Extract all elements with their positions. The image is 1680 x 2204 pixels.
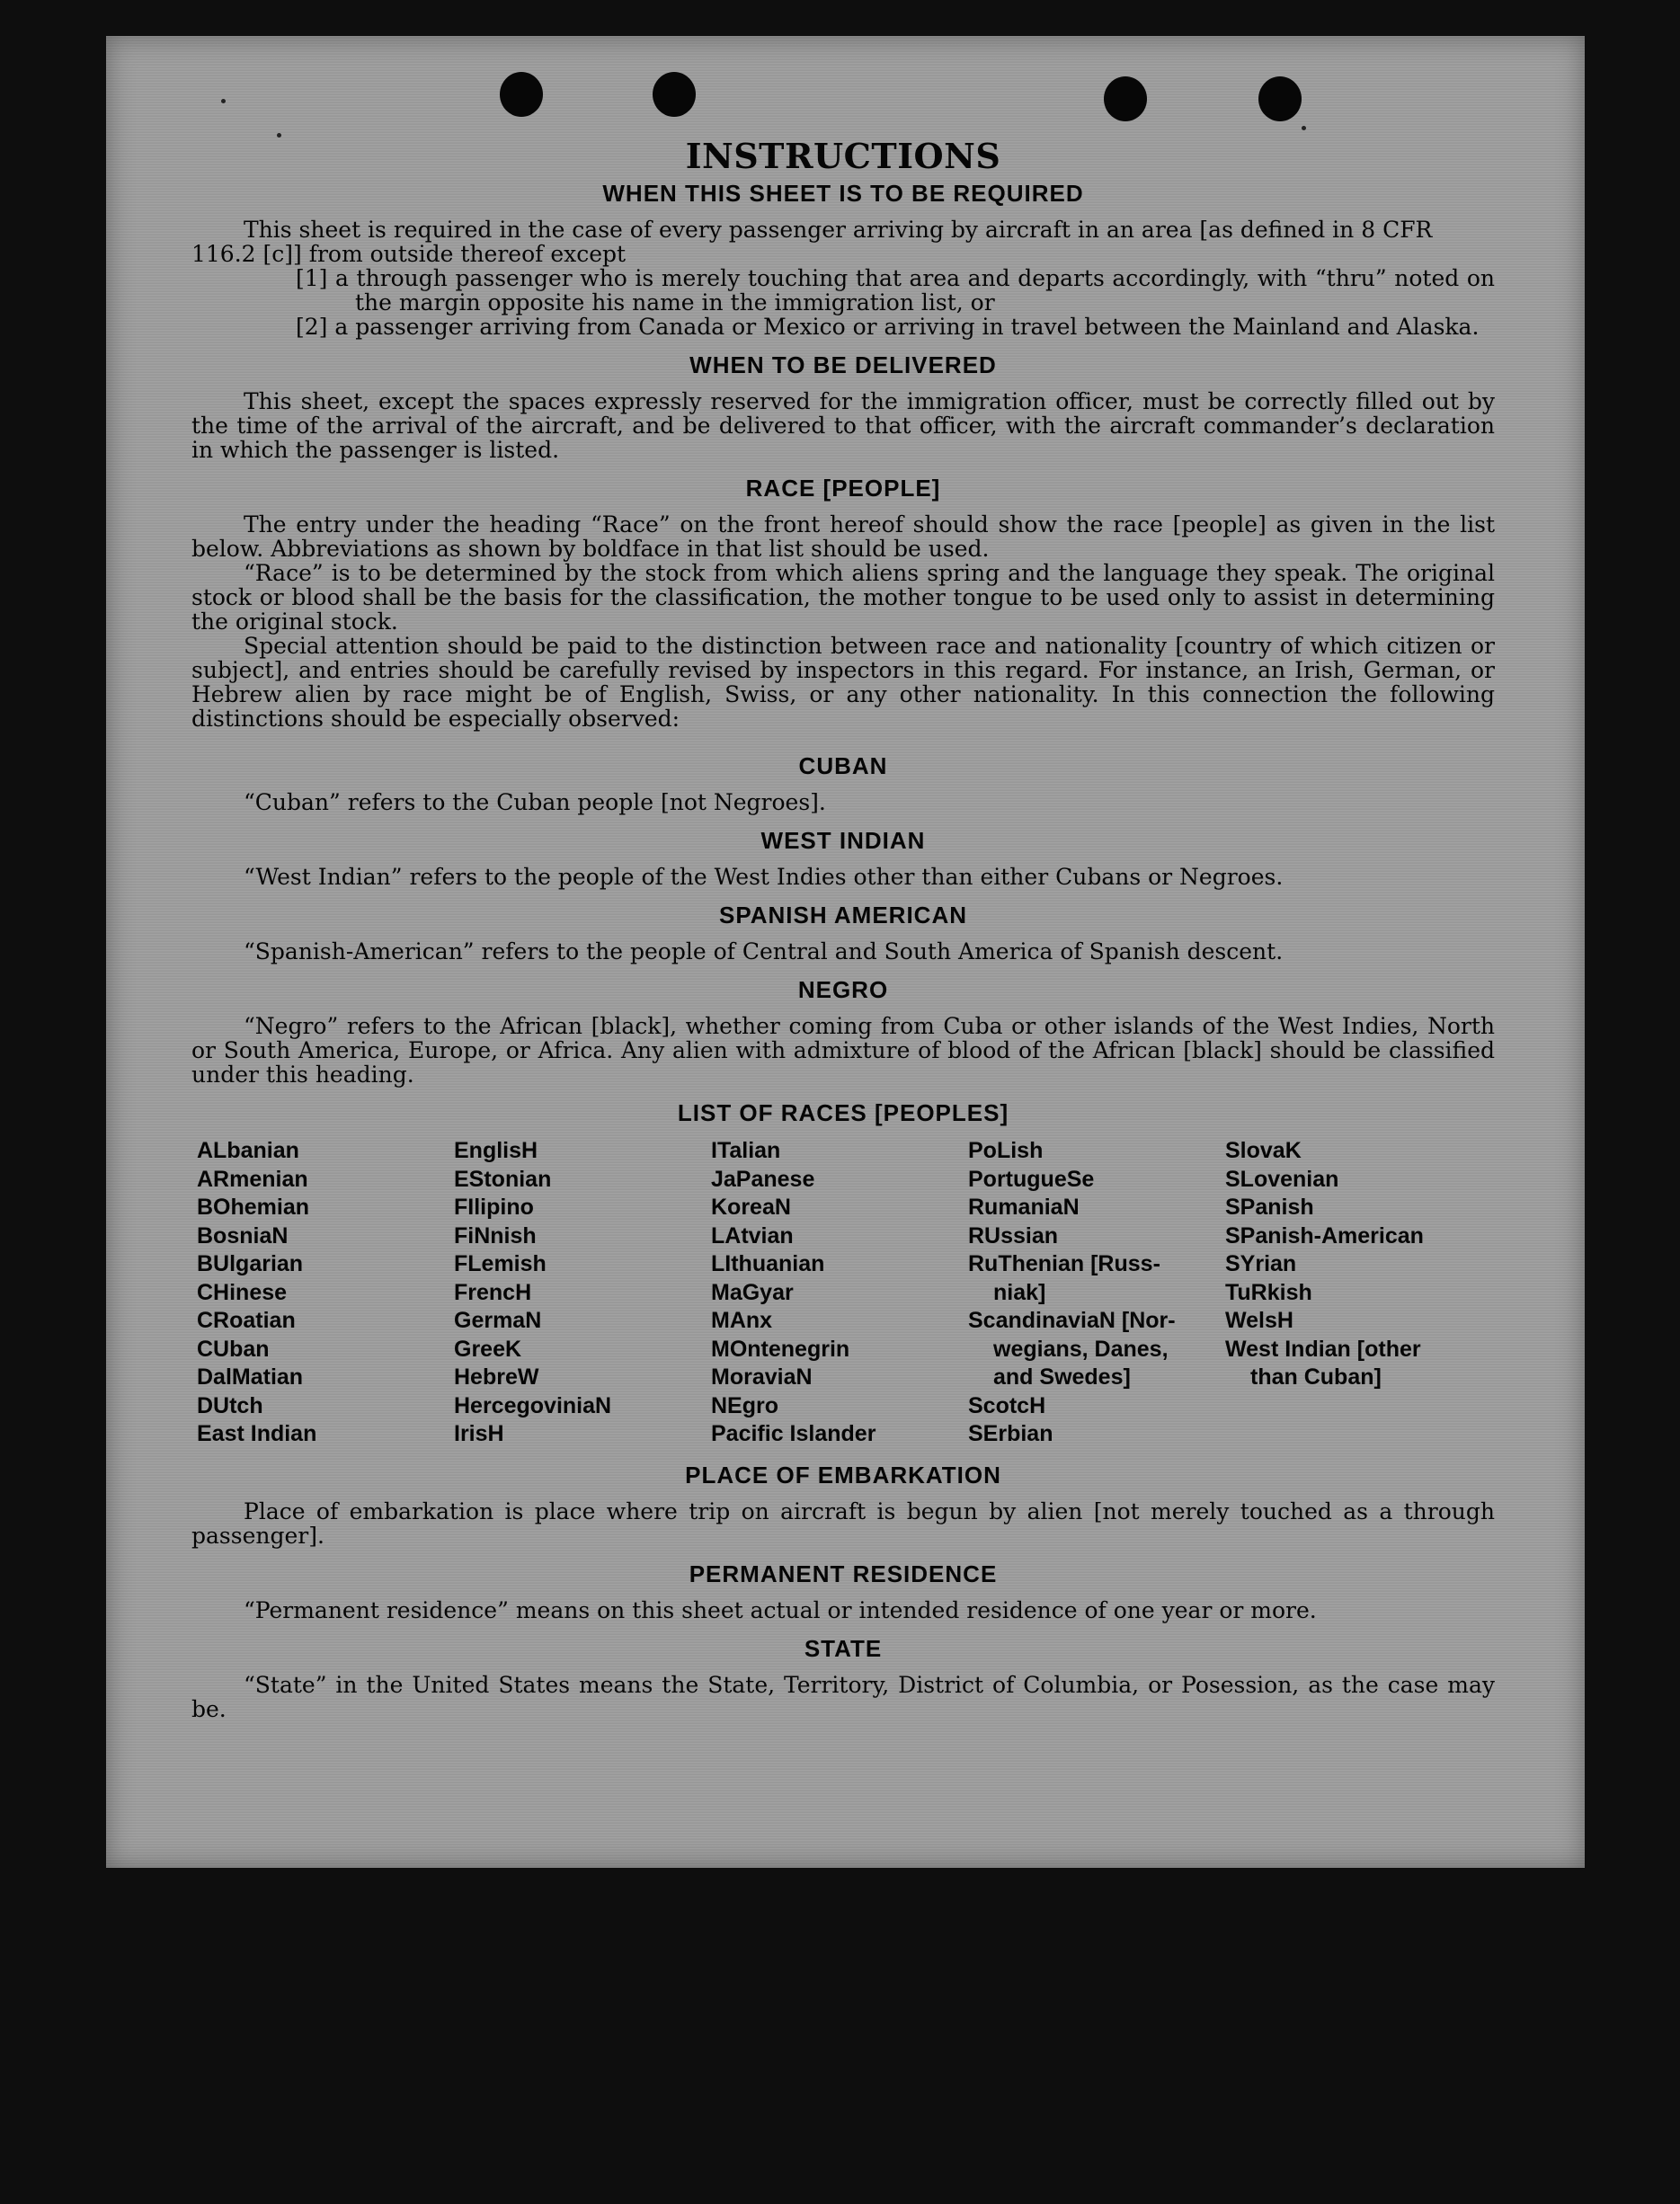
race-item-continuation: wegians, Danes,: [993, 1336, 1169, 1362]
race-item: SPanish: [1225, 1195, 1314, 1220]
negro-text: “Negro” refers to the African [black], whether coming from Cuba or other islands of the West Indies, North or South America, Europe, or Africa. Any alien with admixture of blood of the African [black] should be classified under this heading.: [191, 1013, 1495, 1088]
heading-negro: NEGRO: [797, 976, 889, 1003]
races-column-5: [1225, 1137, 1495, 1449]
cuban-text: “Cuban” refers to the Cuban people [not Negroes].: [244, 789, 826, 815]
race-item: HercegoviniaN: [454, 1392, 612, 1418]
spanish-american-text: “Spanish-American” refers to the people of Central and South America of Spanish descent.: [244, 938, 1284, 964]
race-item: CRoatian: [197, 1308, 296, 1333]
race-item: SErbian: [968, 1421, 1053, 1446]
race-item: HebreW: [454, 1364, 539, 1390]
race-item: ScandinaviaN [Nor-: [968, 1308, 1176, 1333]
punch-hole: [500, 72, 543, 117]
race-item: NEgro: [711, 1392, 778, 1418]
speck: [221, 99, 226, 103]
exception-text: a through passenger who is merely touching that area and departs accordingly, with “thru”: [335, 265, 1387, 291]
race-item: GreeK: [454, 1336, 522, 1362]
race-item: EnglisH: [454, 1138, 538, 1163]
punch-hole: [1104, 76, 1147, 121]
race-item: PortugueSe: [968, 1166, 1095, 1192]
race-paragraph-3: Special attention should be paid to the distinction between race and nationality [country of which citizen or subject], and entries should be carefully revised by inspectors in this regard. For instance, an Irish, German, or Hebrew alien by race might be of English, Swiss, or any other nationality. In this connection the following distinctions should be especially observed:: [191, 633, 1495, 732]
race-item: WelsH: [1225, 1308, 1293, 1333]
race-item: DalMatian: [197, 1364, 304, 1390]
races-table: [191, 1137, 1495, 1449]
heading-place-of-embarkation: PLACE OF EMBARKATION: [685, 1461, 1001, 1489]
heading-race: RACE [PEOPLE]: [745, 475, 941, 502]
race-item: TuRkish: [1225, 1279, 1312, 1305]
heading-state: STATE: [804, 1634, 883, 1662]
race-item: ALbanian: [197, 1138, 299, 1163]
instructions-body: [191, 137, 1495, 1721]
race-paragraph-2: “Race” is to be determined by the stock from which aliens spring and the language they speak. The original stock or blood shall be the basis for the classification, the mother tongue to be used only to assist in determining the original stock.: [191, 560, 1495, 635]
exception-text: a passenger arriving from Canada or Mexico or arriving in travel between the Mainland and: [334, 314, 1390, 340]
race-item: Pacific Islander: [711, 1421, 876, 1446]
exception-number: [1]: [296, 265, 328, 291]
race-item: RumaniaN: [968, 1195, 1080, 1220]
race-item: MOntenegrin: [711, 1336, 850, 1362]
heading-list-of-races: LIST OF RACES [PEOPLES]: [677, 1099, 1009, 1126]
race-item-continuation: niak]: [993, 1279, 1046, 1305]
races-column-4: [968, 1137, 1225, 1449]
race-item: GermaN: [454, 1308, 542, 1333]
race-item: RUssian: [968, 1222, 1059, 1249]
race-item: FLemish: [454, 1251, 547, 1276]
punch-hole: [1258, 76, 1302, 121]
race-item: JaPanese: [711, 1166, 815, 1192]
race-item: EStonian: [454, 1166, 552, 1192]
race-item: FrencH: [454, 1279, 532, 1305]
race-item: BosniaN: [197, 1222, 289, 1249]
heading-cuban: CUBAN: [798, 752, 888, 779]
exception-item-2: [191, 315, 1495, 339]
race-item: MAnx: [711, 1308, 773, 1333]
delivered-text: This sheet, except the spaces expressly reserved for the immigration officer, must be correctly filled out by the time of the arrival of the aircraft, and be delivered to that officer, with the aircraft commander’s declaration in which the passenger is listed.: [191, 388, 1495, 463]
race-item: SPanish-American: [1225, 1222, 1424, 1249]
instruction-sheet: [106, 36, 1585, 1868]
embarkation-text: Place of embarkation is place where trip on aircraft is begun by alien [not merely touched as a through passenger].: [191, 1497, 1495, 1549]
heading-west-indian: WEST INDIAN: [760, 827, 926, 854]
page-title: INSTRUCTIONS: [685, 136, 1001, 176]
race-item: CHinese: [197, 1279, 288, 1305]
races-column-1: [197, 1137, 454, 1449]
race-item-continuation: than Cuban]: [1250, 1364, 1382, 1390]
race-item: FiNnish: [454, 1222, 537, 1249]
heading-spanish-american: SPANISH AMERICAN: [718, 902, 967, 929]
exception-text-cont: noted on the margin opposite his name in the immigration list, or: [355, 265, 1496, 315]
race-item: East Indian: [197, 1421, 317, 1446]
west-indian-text: “West Indian” refers to the people of the West Indies other than either Cubans or Negroes.: [244, 864, 1284, 890]
race-item: KoreaN: [711, 1195, 791, 1220]
speck: [1302, 126, 1306, 130]
race-item: RuThenian [Russ-: [968, 1251, 1160, 1276]
race-item: SlovaK: [1225, 1138, 1302, 1163]
race-item: ScotcH: [968, 1392, 1046, 1418]
heading-permanent-residence: PERMANENT RESIDENCE: [689, 1560, 998, 1587]
race-item: MaGyar: [711, 1279, 794, 1305]
races-column-2: [454, 1137, 711, 1449]
race-item: LIthuanian: [711, 1251, 825, 1276]
required-intro-line-1: This sheet is required in the case of every passenger arriving by aircraft in an area [as defined in 8 CFR: [244, 217, 1433, 243]
race-item: West Indian [other: [1225, 1336, 1421, 1362]
race-item: SYrian: [1225, 1251, 1297, 1276]
race-item: FIlipino: [454, 1195, 534, 1220]
race-item: ITalian: [711, 1138, 781, 1163]
exception-number: [2]: [296, 314, 328, 340]
race-item: BUlgarian: [197, 1251, 304, 1276]
race-item: LAtvian: [711, 1222, 794, 1249]
race-item: MoraviaN: [711, 1364, 813, 1390]
race-item: ARmenian: [197, 1166, 308, 1192]
required-intro-line-2: 116.2 [c]] from outside thereof except: [191, 241, 627, 267]
punch-hole: [653, 72, 696, 117]
heading-when-required: WHEN THIS SHEET IS TO BE REQUIRED: [602, 180, 1084, 207]
race-item: DUtch: [197, 1392, 263, 1418]
state-text: “State” in the United States means the State, Territory, District of Columbia, or Posession, as the case may be.: [191, 1671, 1495, 1722]
heading-when-delivered: WHEN TO BE DELIVERED: [689, 351, 997, 378]
residence-text: “Permanent residence” means on this sheet actual or intended residence of one year or more.: [244, 1596, 1317, 1623]
race-item: IrisH: [454, 1421, 504, 1446]
exception-text-cont: Alaska.: [1396, 314, 1480, 340]
race-item: PoLish: [968, 1138, 1044, 1163]
race-item: CUban: [197, 1336, 270, 1362]
race-item-continuation: and Swedes]: [993, 1364, 1131, 1390]
race-item: BOhemian: [197, 1195, 310, 1220]
race-item: SLovenian: [1225, 1166, 1339, 1192]
race-paragraph-1: The entry under the heading “Race” on the front hereof should show the race [people] as given in the list below. Abbreviations as shown by boldface in that list should be used.: [191, 511, 1495, 562]
exception-item-1: [191, 266, 1495, 315]
races-column-3: [711, 1137, 968, 1449]
